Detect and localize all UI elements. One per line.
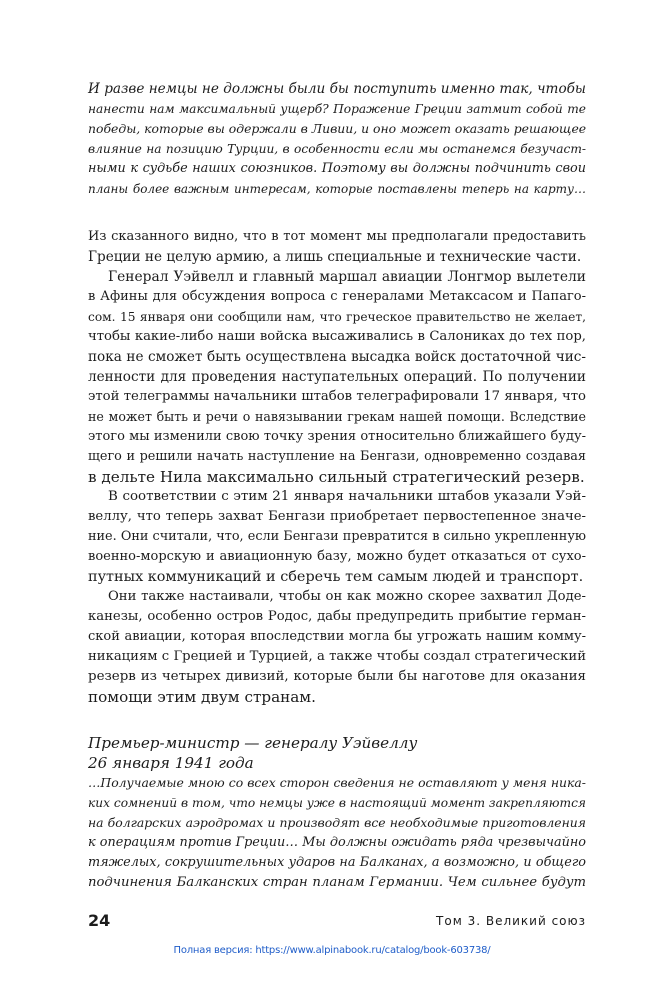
body-line: Генерал Уэйвелл и главный маршал авиации Лонгмор вылетели bbox=[108, 269, 586, 285]
body-line: ской авиации, которая впоследствии могла бы угрожать нашим комму- bbox=[88, 629, 586, 644]
body-line: в Афины для обсуждения вопроса с генералами Метаксасом и Папаго- bbox=[88, 289, 586, 304]
document-line: тяжелых, сокрушительных ударов на Балканах, а возможно, и общего bbox=[88, 855, 586, 870]
quote-line: победы, которые вы одержали в Ливии, и оно может оказать решающее bbox=[88, 121, 587, 136]
document-heading: Премьер-министр — генералу Уэйвеллу bbox=[88, 734, 418, 752]
body-line: пока не сможет быть осуществлена высадка войск достаточной чис- bbox=[88, 349, 586, 365]
body-line: ленности для проведения наступательных операций. По получении bbox=[88, 369, 586, 385]
body-line: Они также настаивали, чтобы он как можно скорее захватил Доде- bbox=[108, 589, 586, 604]
body-line: помощи этим двум странам. bbox=[88, 688, 316, 706]
document-line: на болгарских аэродромах и производят все необходимые приготовления bbox=[88, 815, 586, 830]
body-line: веллу, что теперь захват Бенгази приобретает первостепенное значе- bbox=[88, 509, 586, 524]
body-line: ние. Они считали, что, если Бенгази превратится в сильно укрепленную bbox=[88, 529, 586, 544]
body-line: чтобы какие-либо наши войска высаживались в Салониках до тех пор, bbox=[88, 329, 586, 344]
body-line: в дельте Нила максимально сильный стратегический резерв. bbox=[88, 468, 585, 486]
document-line: подчинения Балканских стран планам Германии. Чем сильнее будут bbox=[88, 875, 586, 890]
document-date: 26 января 1941 года bbox=[88, 754, 254, 772]
document-line: к операциям против Греции… Мы должны ожидать ряда чрезвычайно bbox=[88, 835, 586, 850]
quote-line: нанести нам максимальный ущерб? Поражение Греции затмит собой те bbox=[88, 102, 586, 116]
body-line: этого мы изменили свою точку зрения относительно ближайшего буду- bbox=[88, 429, 586, 444]
body-line: Греции не целую армию, а лишь специальные и технические части. bbox=[88, 249, 582, 265]
body-line: резерв из четырех дивизий, которые были бы наготове для оказания bbox=[88, 669, 586, 684]
body-line: путных коммуникаций и сберечь тем самым людей и транспорт. bbox=[88, 569, 584, 585]
document-line: …Получаемые мною со всех сторон сведения не оставляют у меня ника- bbox=[88, 775, 586, 790]
body-line: никациям с Грецией и Турцией, а также чтобы создал стратегический bbox=[88, 649, 586, 664]
body-line: В соответствии с этим 21 января начальники штабов указали Уэй- bbox=[108, 489, 586, 504]
quote-line: ными к судьбе наших союзников. Поэтому вы должны подчинить свои bbox=[88, 161, 586, 176]
quote-line: И разве немцы не должны были бы поступить именно так, чтобы bbox=[88, 81, 586, 97]
body-line: канезы, особенно остров Родос, дабы предупредить прибытие герман- bbox=[88, 609, 586, 624]
quote-line: влияние на позицию Турции, в особенности если мы останемся безучаст- bbox=[88, 142, 586, 156]
body-line: военно-морскую и авиационную базу, можно будет отказаться от сухо- bbox=[88, 549, 586, 564]
body-line: сом. 15 января они сообщили нам, что греческое правительство не желает, bbox=[88, 310, 586, 324]
running-title: Том 3. Великий союз bbox=[436, 914, 586, 928]
body-line: щего и решили начать наступление на Бенгази, одновременно создавая bbox=[88, 449, 586, 464]
document-line: ких сомнений в том, что немцы уже в настоящий момент закрепляются bbox=[88, 796, 586, 810]
page-footer bbox=[88, 911, 586, 931]
full-version-link[interactable]: Полная версия: https://www.alpinabook.ru/catalog/book-603738/ bbox=[173, 945, 491, 956]
body-line: не может быть и речи о навязывании грекам нашей помощи. Вследствие bbox=[88, 409, 586, 424]
quote-line: планы более важным интересам, которые поставлены теперь на карту… bbox=[88, 182, 586, 196]
page-number: 24 bbox=[88, 911, 111, 930]
body-line: этой телеграммы начальники штабов телеграфировали 17 января, что bbox=[88, 389, 586, 404]
body-line: Из сказанного видно, что в тот момент мы предполагали предоставить bbox=[88, 229, 586, 244]
